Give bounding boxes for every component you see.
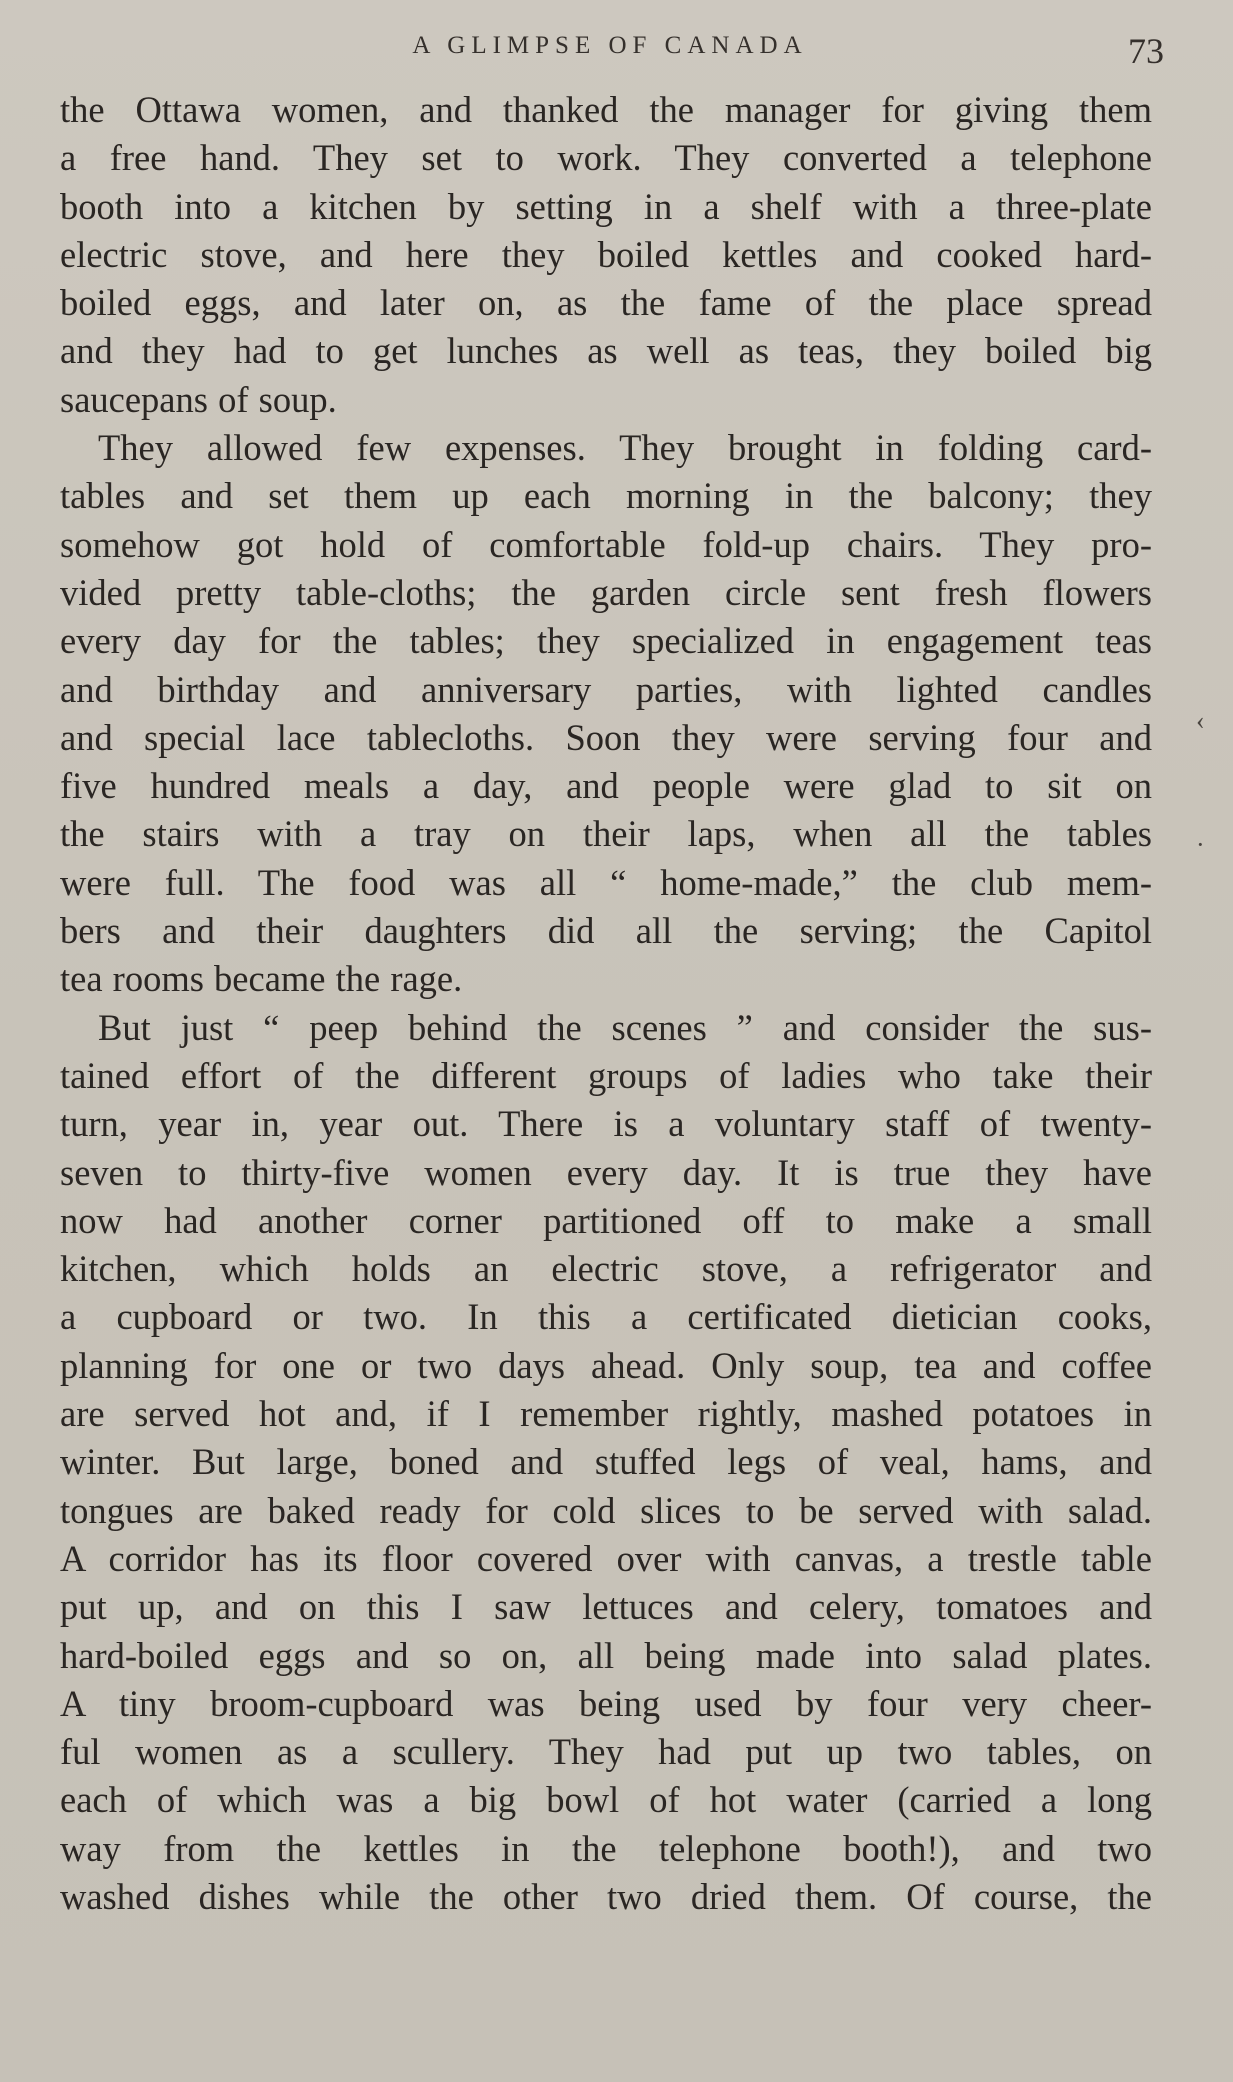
text-line: the stairs with a tray on their laps, when all the tables xyxy=(60,813,1152,855)
text-line: turn, year in, year out. There is a voluntary staff of twenty- xyxy=(60,1103,1152,1145)
text-line: and special lace tablecloths. Soon they were serving four and xyxy=(60,716,1152,758)
text-line: planning for one or two days ahead. Only soup, tea and coffee xyxy=(60,1344,1152,1386)
text-line: a free hand. They set to work. They converted a telephone xyxy=(60,137,1152,179)
margin-dot: · xyxy=(1196,830,1205,859)
text-line: ful women as a scullery. They had put up two tables, on xyxy=(60,1731,1152,1773)
text-line: winter. But large, boned and stuffed legs of veal, hams, and xyxy=(60,1441,1152,1483)
text-line: are served hot and, if I remember rightly, mashed potatoes in xyxy=(60,1393,1152,1435)
running-title: A GLIMPSE OF CANADA xyxy=(412,32,808,59)
text-line: booth into a kitchen by setting in a shelf with a three-plate xyxy=(60,185,1152,227)
text-line: were full. The food was all “ home-made,” the club mem- xyxy=(60,861,1152,903)
text-line: somehow got hold of comfortable fold-up chairs. They pro- xyxy=(60,523,1152,565)
text-line: and they had to get lunches as well as teas, they boiled big xyxy=(60,330,1152,372)
text-line: A corridor has its floor covered over with canvas, a trestle table xyxy=(60,1537,1152,1579)
text-line: vided pretty table-cloths; the garden circle sent fresh flowers xyxy=(60,571,1152,613)
text-line: tained effort of the different groups of ladies who take their xyxy=(60,1054,1152,1096)
text-line: the Ottawa women, and thanked the manager for giving them xyxy=(60,89,1152,130)
text-line: kitchen, which holds an electric stove, a refrigerator and xyxy=(60,1248,1152,1290)
text-line: each of which was a big bowl of hot water (carried a long xyxy=(60,1779,1152,1821)
text-line: put up, and on this I saw lettuces and celery, tomatoes and xyxy=(60,1586,1152,1628)
text-line: boiled eggs, and later on, as the fame of the place spread xyxy=(60,282,1152,324)
text-line: saucepans of soup. xyxy=(60,378,337,420)
text-line: every day for the tables; they specialized in engagement teas xyxy=(60,620,1152,662)
margin-mark: ‹ xyxy=(1196,706,1205,735)
text-line: way from the kettles in the telephone booth!), and two xyxy=(60,1827,1152,1869)
page-number: 73 xyxy=(1128,31,1164,71)
text-line: washed dishes while the other two dried them. Of course, the xyxy=(60,1875,1152,1917)
running-head xyxy=(60,30,1164,74)
text-line: They allowed few expenses. They brought in folding card- xyxy=(98,427,1152,469)
text-line: bers and their daughters did all the serving; the Capitol xyxy=(60,910,1152,952)
text-line: and birthday and anniversary parties, with lighted candles xyxy=(60,668,1152,710)
text-line: seven to thirty-five women every day. It is true they have xyxy=(60,1151,1152,1193)
text-line: tongues are baked ready for cold slices to be served with salad. xyxy=(60,1489,1152,1531)
text-line: tables and set them up each morning in the balcony; they xyxy=(60,475,1152,517)
text-line: a cupboard or two. In this a certificated dietician cooks, xyxy=(60,1296,1152,1338)
text-line: tea rooms became the rage. xyxy=(60,958,463,1000)
text-line: A tiny broom-cupboard was being used by four very cheer- xyxy=(60,1682,1152,1724)
text-line: But just “ peep behind the scenes ” and consider the sus- xyxy=(98,1006,1152,1048)
text-line: hard-boiled eggs and so on, all being made into salad plates. xyxy=(60,1634,1152,1676)
text-line: five hundred meals a day, and people were glad to sit on xyxy=(60,765,1152,807)
text-line: electric stove, and here they boiled kettles and cooked hard- xyxy=(60,233,1152,275)
body-text xyxy=(60,86,1152,1921)
text-line: now had another corner partitioned off to make a small xyxy=(60,1199,1152,1241)
